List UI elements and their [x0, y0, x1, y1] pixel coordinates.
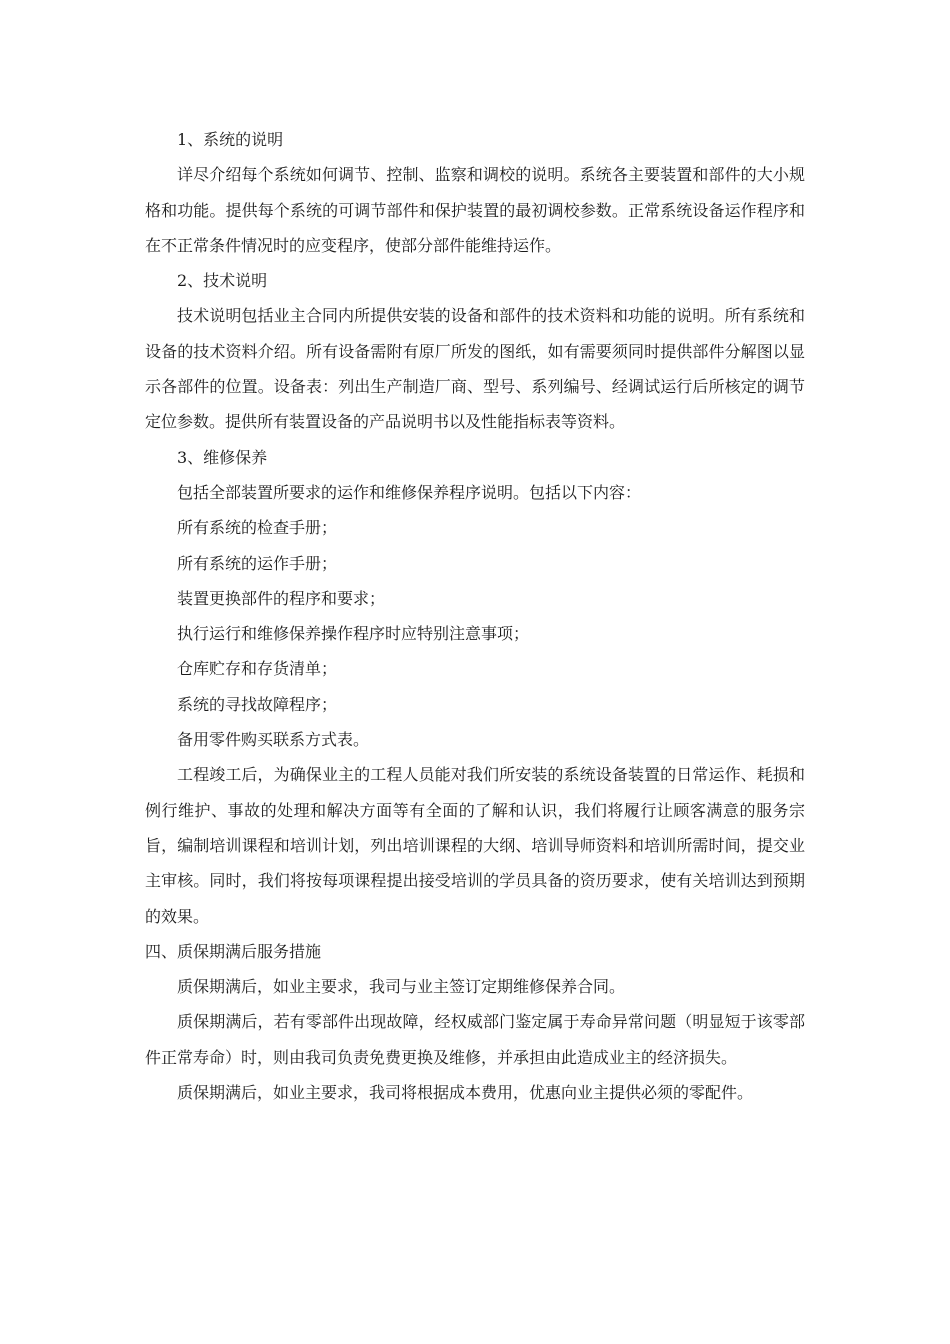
list-item: 仓库贮存和存货清单； [177, 659, 338, 679]
document-page [145, 122, 805, 1110]
list-item: 备用零件购买联系方式表。 [177, 730, 370, 750]
section-4-paragraph-2: 质保期满后，若有零部件出现故障，经权威部门鉴定属于寿命异常问题（明显短于该零部件正常寿命）时，则由我司负责免费更换及维修，并承担由此造成业主的经济损失。 [145, 1012, 805, 1067]
list-item: 装置更换部件的程序和要求； [177, 588, 386, 608]
section-4-heading: 四、质保期满后服务措施 [145, 941, 322, 961]
training-paragraph: 工程竣工后，为确保业主的工程人员能对我们所安装的系统设备装置的日常运作、耗损和例行维护、事故的处理和解决方面等有全面的了解和认识，我们将履行让顾客满意的服务宗旨，编制培训课程和培训计划，列出培训课程的大纲、培训导师资料和培训所需时间，提交业主审核。同时，我们将按每项课程提出接受培训的学员具备的资历要求，使有关培训达到预期的效果。 [145, 765, 805, 926]
section-4-paragraph-3: 质保期满后，如业主要求，我司将根据成本费用，优惠向业主提供必须的零配件。 [177, 1083, 754, 1103]
list-item: 所有系统的检查手册； [177, 518, 338, 538]
section-3-heading: 3、维修保养 [177, 447, 268, 467]
section-3-intro: 包括全部装置所要求的运作和维修保养程序说明。包括以下内容： [177, 482, 642, 502]
list-item: 执行运行和维修保养操作程序时应特别注意事项； [177, 624, 530, 644]
section-2-body: 技术说明包括业主合同内所提供安装的设备和部件的技术资料和功能的说明。所有系统和设备的技术资料介绍。所有设备需附有原厂所发的图纸，如有需要须同时提供部件分解图以显示各部件的位置。设备表：列出生产制造厂商、型号、系列编号、经调试运行后所核定的调节定位参数。提供所有装置设备的产品说明书以及性能指标表等资料。 [145, 306, 805, 432]
section-1-heading: 1、系统的说明 [177, 130, 284, 149]
section-1-body: 详尽介绍每个系统如何调节、控制、监察和调校的说明。系统各主要装置和部件的大小规格和功能。提供每个系统的可调节部件和保护装置的最初调校参数。正常系统设备运作程序和在不正常条件情况时的应变程序，使部分部件能维持运作。 [145, 165, 805, 255]
section-4-paragraph-1: 质保期满后，如业主要求，我司与业主签订定期维修保养合同。 [177, 977, 626, 997]
list-item: 所有系统的运作手册； [177, 553, 338, 573]
section-2-heading: 2、技术说明 [177, 271, 268, 291]
list-item: 系统的寻找故障程序； [177, 694, 338, 714]
